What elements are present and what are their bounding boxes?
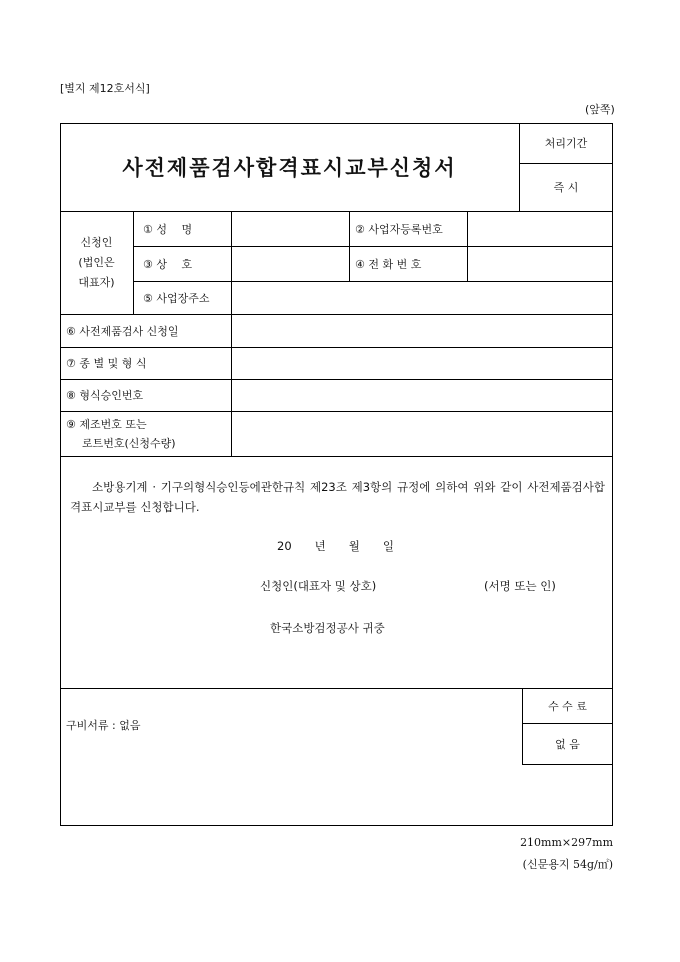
field-label-business-reg-no: ② 사업자등록번호 — [355, 222, 443, 236]
signer-label: 신청인(대표자 및 상호) — [260, 579, 377, 593]
business-address-input[interactable] — [232, 282, 612, 313]
divider — [60, 456, 613, 457]
signature-hint: (서명 또는 인) — [484, 579, 556, 593]
field-label-business-address: ⑤ 사업장주소 — [143, 291, 210, 305]
trade-name-input[interactable] — [232, 247, 348, 280]
field-label-inspection-date: ⑥ 사전제품검사 신청일 — [66, 324, 179, 338]
field-label-serial-lot: 로트번호(신청수량) — [82, 437, 176, 450]
divider — [349, 211, 350, 281]
serial-lot-input[interactable] — [232, 412, 612, 455]
recipient: 한국소방검정공사 귀중 — [270, 621, 385, 635]
form-title: 사전제품검사합격표시교부신청서 — [122, 155, 457, 180]
applicant-label: (법인은 — [78, 256, 115, 269]
applicant-label: 신청인 — [80, 236, 113, 249]
processing-period-value: 즉 시 — [553, 181, 579, 194]
required-documents: 구비서류 : 없음 — [66, 719, 141, 732]
fee-label: 수 수 료 — [548, 699, 587, 713]
business-reg-no-input[interactable] — [468, 212, 612, 245]
application-statement: 소방용기계 · 기구의형식승인등에관한규칙 제23조 제3항의 규정에 의하여 위와 같이 사전제품검사합격표시교부를 신청합니다. — [70, 480, 605, 514]
page-side-label: (앞쪽) — [585, 103, 615, 116]
paper-type: (신문용지 54g/㎡) — [522, 858, 613, 871]
divider — [133, 211, 134, 314]
field-label-name: ① 성 명 — [143, 222, 193, 236]
phone-input[interactable] — [468, 247, 612, 280]
divider — [522, 764, 613, 765]
approval-no-input[interactable] — [232, 380, 612, 410]
field-label-serial-lot: ⑨ 제조번호 또는 — [66, 418, 147, 431]
field-label-approval-no: ⑧ 형식승인번호 — [66, 389, 144, 402]
processing-period-label: 처리기간 — [544, 137, 588, 150]
applicant-label: 대표자) — [78, 276, 115, 289]
field-label-phone: ④ 전 화 번 호 — [355, 257, 422, 271]
fee-value: 없 음 — [555, 737, 580, 751]
type-format-input[interactable] — [232, 348, 612, 378]
date-line: 20 년 월 일 — [277, 539, 394, 553]
name-input[interactable] — [232, 212, 348, 245]
field-label-type-format: ⑦ 종 별 및 형 식 — [66, 357, 147, 370]
inspection-date-input[interactable] — [232, 315, 612, 346]
form-number: [별지 제12호서식] — [60, 82, 150, 95]
paper-size: 210mm×297mm — [520, 836, 613, 849]
field-label-trade-name: ③ 상 호 — [143, 257, 193, 271]
